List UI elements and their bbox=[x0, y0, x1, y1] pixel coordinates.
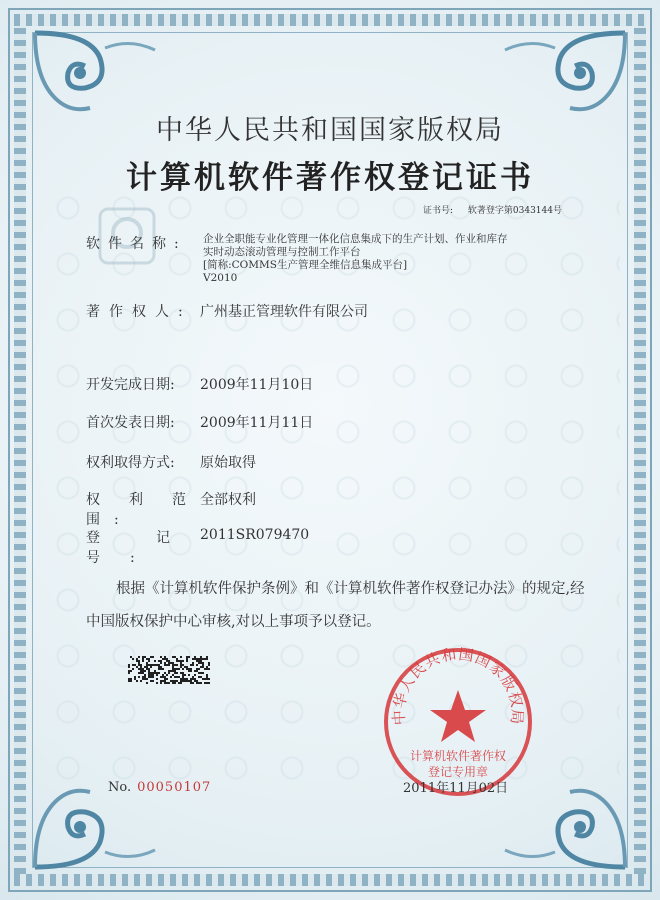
barcode-cell bbox=[206, 676, 208, 678]
barcode-cell bbox=[208, 668, 210, 670]
certificate-title: 计算机软件著作权登记证书 bbox=[126, 160, 534, 196]
barcode-cell bbox=[174, 664, 176, 666]
barcode-cell bbox=[158, 672, 160, 674]
barcode-cell bbox=[198, 676, 200, 678]
barcode-cell bbox=[156, 674, 158, 676]
barcode-cell bbox=[130, 656, 132, 658]
barcode-cell bbox=[140, 672, 142, 674]
barcode-cell bbox=[142, 668, 144, 670]
barcode-cell bbox=[208, 678, 210, 680]
software-name-value bbox=[203, 233, 508, 285]
barcode-cell bbox=[176, 680, 178, 682]
barcode-cell bbox=[146, 658, 148, 660]
barcode-cell bbox=[134, 676, 136, 678]
barcode-cell bbox=[152, 664, 154, 666]
barcode-cell bbox=[146, 664, 148, 666]
barcode-cell bbox=[186, 680, 188, 682]
barcode-cell bbox=[140, 670, 142, 672]
seal-star-icon bbox=[430, 690, 486, 742]
barcode-cell bbox=[166, 678, 168, 680]
barcode-cell bbox=[132, 668, 134, 670]
barcode-cell bbox=[180, 666, 182, 668]
barcode-cell bbox=[164, 676, 166, 678]
barcode-cell bbox=[192, 682, 194, 684]
barcode-cell bbox=[196, 682, 198, 684]
barcode-cell bbox=[164, 682, 166, 684]
barcode-cell bbox=[174, 670, 176, 672]
barcode-cell bbox=[132, 664, 134, 666]
barcode-cell bbox=[192, 678, 194, 680]
barcode-cell bbox=[172, 664, 174, 666]
barcode-cell bbox=[142, 660, 144, 662]
barcode-cell bbox=[164, 680, 166, 682]
barcode-cell bbox=[170, 662, 172, 664]
barcode-cell bbox=[164, 656, 166, 658]
barcode-cell bbox=[180, 660, 182, 662]
barcode-cell bbox=[170, 676, 172, 678]
barcode-cell bbox=[176, 664, 178, 666]
barcode-cell bbox=[172, 670, 174, 672]
barcode-cell bbox=[198, 668, 200, 670]
barcode-cell bbox=[168, 672, 170, 674]
barcode-cell bbox=[194, 658, 196, 660]
barcode-cell bbox=[174, 682, 176, 684]
barcode-cell bbox=[206, 682, 208, 684]
barcode-cell bbox=[150, 672, 152, 674]
barcode-cell bbox=[186, 660, 188, 662]
barcode-cell bbox=[186, 666, 188, 668]
barcode-cell bbox=[130, 680, 132, 682]
barcode-cell bbox=[154, 664, 156, 666]
barcode-cell bbox=[132, 658, 134, 660]
barcode-cell bbox=[164, 662, 166, 664]
barcode-cell bbox=[200, 672, 202, 674]
barcode-cell bbox=[182, 676, 184, 678]
serial-number-label: No. bbox=[108, 780, 132, 795]
barcode-cell bbox=[206, 678, 208, 680]
barcode-cell bbox=[128, 666, 130, 668]
barcode-cell bbox=[128, 664, 130, 666]
seal-inner-line2: 登记专用章 bbox=[427, 765, 489, 779]
barcode-cell bbox=[164, 678, 166, 680]
serial-number bbox=[108, 780, 211, 795]
barcode-cell bbox=[198, 658, 200, 660]
barcode-cell bbox=[174, 672, 176, 674]
barcode-cell bbox=[182, 678, 184, 680]
barcode-cell bbox=[166, 682, 168, 684]
barcode-cell bbox=[176, 668, 178, 670]
barcode-cell bbox=[168, 682, 170, 684]
registration-number-row bbox=[86, 527, 310, 567]
barcode-cell bbox=[204, 682, 206, 684]
barcode-cell bbox=[180, 664, 182, 666]
cert-no-label: 证书号: bbox=[422, 206, 454, 216]
barcode-cell bbox=[148, 658, 150, 660]
barcode-cell bbox=[160, 666, 162, 668]
barcode-cell bbox=[166, 674, 168, 676]
barcode-cell bbox=[174, 668, 176, 670]
barcode-cell bbox=[202, 662, 204, 664]
barcode-cell bbox=[144, 676, 146, 678]
barcode-cell bbox=[150, 674, 152, 676]
barcode-cell bbox=[204, 658, 206, 660]
barcode-cell bbox=[200, 656, 202, 658]
barcode-cell bbox=[142, 678, 144, 680]
barcode-cell bbox=[174, 676, 176, 678]
barcode-cell bbox=[202, 658, 204, 660]
barcode-cell bbox=[172, 668, 174, 670]
barcode-cell bbox=[144, 670, 146, 672]
barcode-cell bbox=[142, 658, 144, 660]
barcode-cell bbox=[192, 664, 194, 666]
barcode-cell bbox=[138, 664, 140, 666]
barcode-cell bbox=[202, 678, 204, 680]
software-name-line: V2010 bbox=[203, 272, 238, 284]
barcode-cell bbox=[136, 658, 138, 660]
barcode-cell bbox=[146, 678, 148, 680]
barcode-cell bbox=[176, 660, 178, 662]
barcode-cell bbox=[200, 662, 202, 664]
seal-inner-line1: 计算机软件著作权 bbox=[409, 749, 507, 763]
barcode-cell bbox=[134, 678, 136, 680]
barcode-cell bbox=[156, 682, 158, 684]
barcode-cell bbox=[186, 658, 188, 660]
barcode-cell bbox=[148, 668, 150, 670]
barcode-cell bbox=[172, 662, 174, 664]
barcode-cell bbox=[180, 662, 182, 664]
barcode-cell bbox=[150, 676, 152, 678]
barcode-cell bbox=[182, 674, 184, 676]
barcode-cell bbox=[180, 680, 182, 682]
barcode-icon bbox=[128, 656, 210, 684]
barcode-cell bbox=[176, 672, 178, 674]
barcode-cell bbox=[138, 656, 140, 658]
barcode-cell bbox=[140, 666, 142, 668]
copyright-owner-value: 广州基正管理软件有限公司 bbox=[200, 304, 368, 320]
barcode-cell bbox=[198, 662, 200, 664]
registration-number-label: 登记号: bbox=[86, 530, 200, 566]
barcode-cell bbox=[142, 670, 144, 672]
barcode-cell bbox=[160, 676, 162, 678]
barcode-cell bbox=[192, 676, 194, 678]
barcode-cell bbox=[204, 668, 206, 670]
barcode-cell bbox=[190, 668, 192, 670]
barcode-cell bbox=[178, 660, 180, 662]
barcode-cell bbox=[150, 664, 152, 666]
barcode-cell bbox=[144, 656, 146, 658]
barcode-cell bbox=[176, 658, 178, 660]
barcode-cell bbox=[168, 664, 170, 666]
barcode-cell bbox=[152, 672, 154, 674]
barcode-cell bbox=[164, 658, 166, 660]
barcode-cell bbox=[188, 668, 190, 670]
barcode-cell bbox=[150, 680, 152, 682]
barcode-cell bbox=[162, 658, 164, 660]
barcode-cell bbox=[178, 676, 180, 678]
barcode-cell bbox=[164, 664, 166, 666]
barcode-cell bbox=[130, 670, 132, 672]
barcode-cell bbox=[146, 668, 148, 670]
barcode-cell bbox=[160, 680, 162, 682]
barcode-cell bbox=[172, 656, 174, 658]
barcode-cell bbox=[190, 680, 192, 682]
barcode-cell bbox=[174, 680, 176, 682]
scope-value: 全部权利 bbox=[200, 492, 256, 508]
software-name-line: 企业全职能专业化管理一体化信息集成下的生产计划、作业和库存 bbox=[203, 233, 508, 245]
issue-date: 2011年11月02日 bbox=[403, 781, 509, 796]
barcode-cell bbox=[180, 656, 182, 658]
barcode-cell bbox=[144, 666, 146, 668]
completion-date-label: 开发完成日期: bbox=[86, 377, 175, 393]
barcode-cell bbox=[148, 676, 150, 678]
barcode-cell bbox=[128, 670, 130, 672]
serial-number-value: 00050107 bbox=[137, 780, 212, 795]
barcode-cell bbox=[192, 662, 194, 664]
barcode-cell bbox=[152, 680, 154, 682]
barcode-cell bbox=[166, 660, 168, 662]
barcode-cell bbox=[144, 678, 146, 680]
barcode-cell bbox=[200, 660, 202, 662]
barcode-cell bbox=[194, 670, 196, 672]
barcode-cell bbox=[148, 670, 150, 672]
barcode-cell bbox=[166, 664, 168, 666]
barcode-cell bbox=[158, 668, 160, 670]
barcode-cell bbox=[160, 660, 162, 662]
barcode-cell bbox=[200, 658, 202, 660]
corner-ornament-top-right bbox=[500, 28, 630, 118]
barcode-cell bbox=[146, 682, 148, 684]
copyright-owner-row bbox=[86, 301, 368, 321]
barcode-cell bbox=[128, 672, 130, 674]
software-name-line: 实时动态滚动管理与控制工作平台 bbox=[203, 246, 361, 258]
barcode-cell bbox=[200, 676, 202, 678]
barcode-cell bbox=[206, 668, 208, 670]
barcode-cell bbox=[194, 656, 196, 658]
scope-row bbox=[86, 489, 256, 529]
barcode-cell bbox=[146, 666, 148, 668]
barcode-cell bbox=[198, 682, 200, 684]
barcode-cell bbox=[208, 664, 210, 666]
barcode-cell bbox=[162, 676, 164, 678]
barcode-cell bbox=[192, 658, 194, 660]
barcode-cell bbox=[188, 680, 190, 682]
cert-no-value: 软著登字第0343144号 bbox=[467, 206, 562, 216]
barcode-cell bbox=[190, 678, 192, 680]
barcode-cell bbox=[184, 674, 186, 676]
authority-title: 中华人民共和国国家版权局 bbox=[156, 115, 504, 146]
barcode-cell bbox=[128, 680, 130, 682]
first-publish-date-row bbox=[86, 412, 314, 432]
barcode-cell bbox=[190, 682, 192, 684]
barcode-cell bbox=[134, 664, 136, 666]
barcode-cell bbox=[200, 666, 202, 668]
barcode-cell bbox=[168, 670, 170, 672]
software-name-label: 软件名称: bbox=[86, 236, 187, 252]
barcode-cell bbox=[156, 672, 158, 674]
barcode-cell bbox=[164, 672, 166, 674]
barcode-cell bbox=[148, 660, 150, 662]
registration-statement: 根据《计算机软件保护条例》和《计算机软件著作权登记办法》的规定,经中国版权保护中心审核,对以上事项予以登记。 bbox=[86, 581, 585, 630]
barcode-cell bbox=[184, 666, 186, 668]
barcode-cell bbox=[194, 680, 196, 682]
barcode-cell bbox=[160, 682, 162, 684]
barcode-cell bbox=[138, 668, 140, 670]
barcode-cell bbox=[188, 656, 190, 658]
barcode-cell bbox=[178, 668, 180, 670]
copyright-owner-label: 著作权人: bbox=[86, 304, 192, 320]
barcode-cell bbox=[188, 674, 190, 676]
barcode-cell bbox=[154, 672, 156, 674]
barcode-cell bbox=[168, 660, 170, 662]
barcode-cell bbox=[170, 680, 172, 682]
barcode-cell bbox=[162, 680, 164, 682]
registration-number-value: 2011SR079470 bbox=[200, 527, 310, 543]
barcode-cell bbox=[196, 668, 198, 670]
barcode-cell bbox=[184, 680, 186, 682]
barcode-cell bbox=[152, 676, 154, 678]
barcode-cell bbox=[142, 656, 144, 658]
barcode-cell bbox=[146, 662, 148, 664]
barcode-cell bbox=[172, 674, 174, 676]
barcode-cell bbox=[188, 670, 190, 672]
barcode-cell bbox=[138, 672, 140, 674]
barcode-cell bbox=[184, 678, 186, 680]
barcode-cell bbox=[208, 682, 210, 684]
barcode-cell bbox=[148, 664, 150, 666]
scope-label: 权利范围: bbox=[86, 492, 200, 528]
barcode-cell bbox=[136, 680, 138, 682]
barcode-cell bbox=[202, 664, 204, 666]
barcode-cell bbox=[148, 672, 150, 674]
first-publish-date-value: 2009年11月11日 bbox=[200, 415, 314, 431]
barcode-cell bbox=[154, 670, 156, 672]
barcode-cell bbox=[174, 656, 176, 658]
barcode-cell bbox=[172, 680, 174, 682]
barcode-cell bbox=[166, 658, 168, 660]
barcode-cell bbox=[154, 660, 156, 662]
barcode-cell bbox=[158, 666, 160, 668]
barcode-cell bbox=[140, 668, 142, 670]
barcode-cell bbox=[206, 666, 208, 668]
barcode-cell bbox=[158, 664, 160, 666]
barcode-cell bbox=[152, 674, 154, 676]
barcode-cell bbox=[158, 660, 160, 662]
barcode-cell bbox=[160, 668, 162, 670]
barcode-cell bbox=[172, 666, 174, 668]
barcode-cell bbox=[178, 682, 180, 684]
completion-date-row bbox=[86, 374, 314, 394]
barcode-cell bbox=[130, 678, 132, 680]
barcode-cell bbox=[140, 680, 142, 682]
barcode-cell bbox=[142, 672, 144, 674]
barcode-cell bbox=[144, 674, 146, 676]
barcode-cell bbox=[180, 682, 182, 684]
barcode-cell bbox=[152, 656, 154, 658]
barcode-cell bbox=[186, 678, 188, 680]
barcode-cell bbox=[138, 662, 140, 664]
barcode-cell bbox=[204, 678, 206, 680]
barcode-cell bbox=[194, 678, 196, 680]
barcode-cell bbox=[160, 662, 162, 664]
barcode-cell bbox=[138, 660, 140, 662]
barcode-cell bbox=[148, 674, 150, 676]
barcode-cell bbox=[136, 666, 138, 668]
acquisition-value: 原始取得 bbox=[200, 455, 256, 471]
barcode-cell bbox=[200, 682, 202, 684]
barcode-cell bbox=[180, 672, 182, 674]
barcode-cell bbox=[206, 656, 208, 658]
barcode-cell bbox=[140, 664, 142, 666]
seal-ring-text: 中华人民共和国国家版权局 bbox=[389, 644, 527, 726]
barcode-cell bbox=[186, 656, 188, 658]
barcode-cell bbox=[176, 676, 178, 678]
barcode-cell bbox=[202, 672, 204, 674]
barcode-cell bbox=[208, 662, 210, 664]
acquisition-label: 权利取得方式: bbox=[86, 455, 175, 471]
barcode-cell bbox=[136, 660, 138, 662]
barcode-cell bbox=[138, 676, 140, 678]
barcode-cell bbox=[128, 678, 130, 680]
barcode-cell bbox=[196, 660, 198, 662]
barcode-cell bbox=[162, 668, 164, 670]
barcode-cell bbox=[190, 670, 192, 672]
barcode-cell bbox=[202, 666, 204, 668]
barcode-cell bbox=[172, 682, 174, 684]
software-name-line: [简称:COMMS生产管理全维信息集成平台] bbox=[203, 259, 408, 271]
barcode-cell bbox=[162, 674, 164, 676]
barcode-cell bbox=[150, 656, 152, 658]
barcode-cell bbox=[198, 660, 200, 662]
corner-ornament-top-left bbox=[30, 28, 160, 118]
barcode-cell bbox=[196, 670, 198, 672]
completion-date-value: 2009年11月10日 bbox=[200, 377, 314, 393]
barcode-cell bbox=[190, 664, 192, 666]
barcode-cell bbox=[156, 664, 158, 666]
barcode-cell bbox=[182, 668, 184, 670]
barcode-cell bbox=[156, 678, 158, 680]
barcode-cell bbox=[168, 662, 170, 664]
barcode-cell bbox=[150, 666, 152, 668]
certificate-number bbox=[423, 203, 562, 216]
barcode-cell bbox=[182, 672, 184, 674]
acquisition-row bbox=[86, 452, 256, 472]
barcode-cell bbox=[160, 656, 162, 658]
first-publish-date-label: 首次发表日期: bbox=[86, 415, 175, 431]
barcode-cell bbox=[182, 664, 184, 666]
corner-ornament-bottom-left bbox=[30, 782, 160, 872]
barcode-cell bbox=[206, 674, 208, 676]
barcode-cell bbox=[142, 676, 144, 678]
barcode-cell bbox=[180, 678, 182, 680]
barcode-cell bbox=[182, 680, 184, 682]
barcode-cell bbox=[170, 670, 172, 672]
barcode-cell bbox=[194, 674, 196, 676]
barcode-cell bbox=[198, 672, 200, 674]
barcode-cell bbox=[196, 658, 198, 660]
barcode-cell bbox=[206, 658, 208, 660]
barcode-cell bbox=[182, 660, 184, 662]
barcode-cell bbox=[196, 680, 198, 682]
barcode-cell bbox=[186, 668, 188, 670]
barcode-cell bbox=[196, 664, 198, 666]
